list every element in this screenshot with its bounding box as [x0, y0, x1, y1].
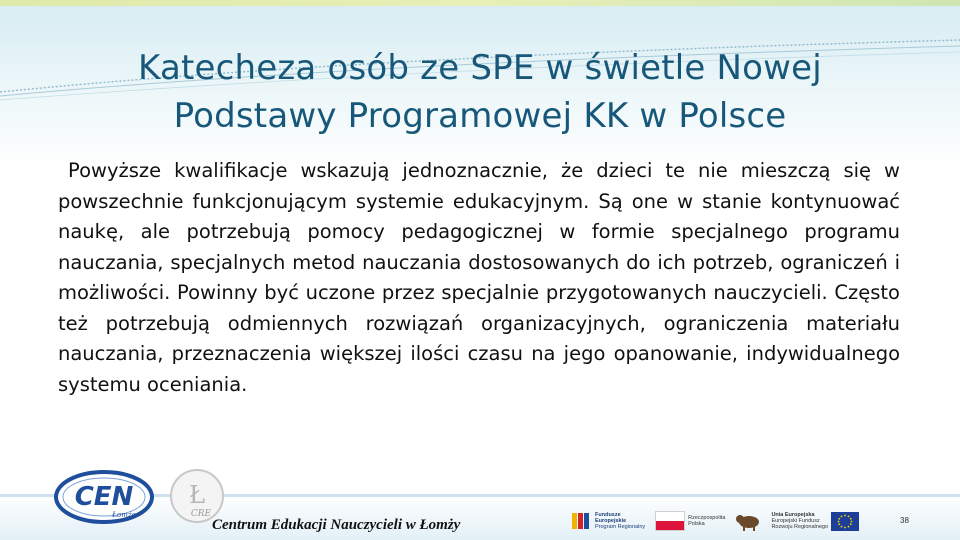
fe-line1: Fundusze	[595, 512, 621, 518]
fundusze-europejskie-logo	[570, 510, 645, 532]
rp-line1: Rzeczpospolita	[688, 515, 726, 521]
cre-logo-symbol: Ł	[188, 481, 206, 509]
fe-line3: Program Regionalny	[595, 524, 646, 530]
cre-logo-text: CRE	[190, 509, 212, 519]
rzeczpospolita-logo	[655, 511, 725, 531]
slide-title: Katecheza osób ze SPE w świetle Nowej Podstawy Programowej KK w Polsce	[138, 48, 822, 136]
eu-flag-icon	[831, 512, 859, 531]
poland-flag-icon	[655, 511, 685, 531]
footer-caption: Centrum Edukacji Nauczycieli w Łomży	[212, 517, 461, 533]
cen-logo-subtext: Łomża	[112, 511, 136, 519]
fe-line2: Europejskie	[595, 518, 627, 524]
eu-funding-logos	[570, 505, 892, 537]
cen-logo	[52, 465, 164, 527]
cen-logo-text: CEN	[74, 482, 134, 512]
unia-europejska-logo	[771, 512, 859, 531]
bison-icon	[735, 510, 761, 532]
slide-body-text: Powyższe kwalifikacje wskazują jednoznacznie, że dzieci te nie mieszczą się w powszechnie funkcjonującym systemie edukacyjnym. Są one w stanie kontynuować naukę, ale potrzebują pomocy pedagogicznej w formie specjalnego programu nauczania, specjalnych metod nauczania dostosowanych do ich potrzeb, ograniczeń i możliwości. Powinny być uczone przez specjalnie przygotowanych nauczycieli. Często też potrzebują odmiennych rozwiązań organizacyjnych, ograniczenia materiału nauczania, przeznaczenia większej ilości czasu na jego opanowanie, indywidualnego systemu oceniania.	[58, 159, 900, 396]
fe-stars-icon	[570, 510, 592, 532]
podlaskie-logo	[735, 510, 761, 532]
ue-line2: Europejski Fundusz	[771, 518, 820, 524]
rp-line2: Polska	[688, 521, 705, 527]
ue-line1: Unia Europejska	[771, 512, 815, 518]
page-number: 38	[900, 516, 909, 525]
ue-line3: Rozwoju Regionalnego	[771, 524, 829, 530]
